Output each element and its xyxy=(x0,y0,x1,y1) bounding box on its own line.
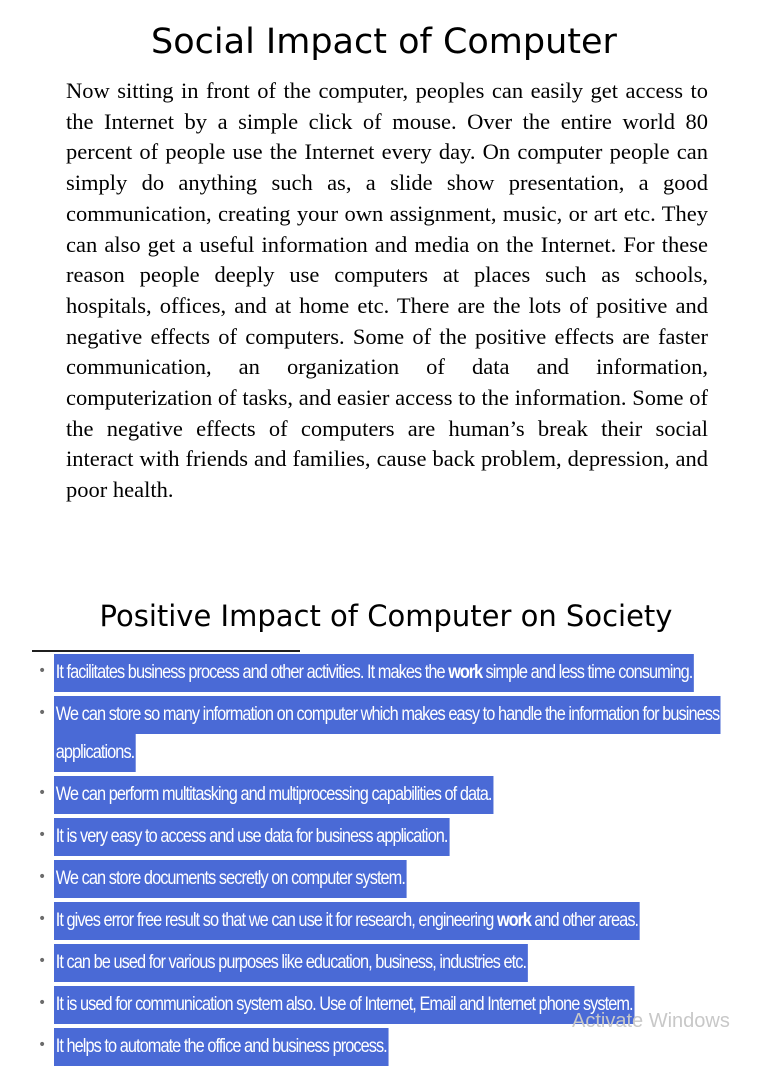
bullet-icon: • xyxy=(38,705,47,721)
bullet-icon: • xyxy=(38,1037,47,1053)
page-title: Social Impact of Computer xyxy=(151,22,617,62)
list-item[interactable] xyxy=(34,902,734,940)
list-item-text[interactable] xyxy=(54,696,721,772)
bullet-icon: • xyxy=(38,785,47,801)
bullet-icon: • xyxy=(38,869,47,885)
list-item-text-part: and other areas. xyxy=(530,910,639,931)
bullet-icon: • xyxy=(38,663,47,679)
list-item-text[interactable]: We can perform multitasking and multiprocessing capabilities of data. xyxy=(54,776,493,814)
list-item[interactable] xyxy=(34,860,734,898)
list-item[interactable] xyxy=(34,654,734,692)
list-item-text-part: It facilitates business process and other activities. It makes the xyxy=(55,662,449,683)
list-item-text-part: It gives error free result so that we can use it for research, engineering xyxy=(55,910,498,931)
list-item-text[interactable]: It is used for communication system also. Use of Internet, Email and Internet phone system. xyxy=(54,986,634,1024)
bullet-icon: • xyxy=(38,827,47,843)
list-item-text[interactable] xyxy=(54,654,694,692)
list-item[interactable] xyxy=(34,818,734,856)
list-item-text[interactable]: We can store documents secretly on computer system. xyxy=(54,860,407,898)
list-item[interactable] xyxy=(34,776,734,814)
list-item[interactable] xyxy=(34,944,734,982)
bullet-icon: • xyxy=(38,995,47,1011)
activate-windows-watermark: Activate Windows xyxy=(572,1010,730,1032)
highlighted-bullet-list[interactable] xyxy=(34,654,734,1070)
list-item-text-line: We can store so many information on computer which makes easy to handle the information for business xyxy=(54,696,721,734)
list-item-text[interactable]: It helps to automate the office and business process. xyxy=(54,1028,389,1066)
section-title: Positive Impact of Computer on Society xyxy=(99,599,673,633)
list-item-bold-word: work xyxy=(448,662,482,683)
list-item-bold-word: work xyxy=(497,910,531,931)
list-item-text[interactable]: It can be used for various purposes like education, business, industries etc. xyxy=(54,944,528,982)
list-item-text[interactable]: It is very easy to access and use data for business application. xyxy=(54,818,449,856)
horizontal-rule xyxy=(32,650,300,652)
list-item[interactable] xyxy=(34,696,734,772)
bullet-icon: • xyxy=(38,953,47,969)
list-item-text[interactable] xyxy=(54,902,640,940)
bullet-icon: • xyxy=(38,911,47,927)
list-item-text-part: simple and less time consuming. xyxy=(481,662,693,683)
list-item-text-line: applications. xyxy=(54,734,136,772)
body-paragraph: Now sitting in front of the computer, peoples can easily get access to the Internet by a simple click of mouse. Over the entire world 80 percent of people use the Internet every day. On computer people can simply do anything such as, a slide show presentation, a good communication, creating your own assignment, music, or art etc. They can also get a useful information and media on the Internet. For these reason people deeply use computers at places such as schools, hospitals, offices, and at home etc. There are the lots of positive and negative effects of computers. Some of the positive effects are faster communication, an organization of data and information, computerization of tasks, and easier access to the information. Some of the negative effects of computers are human’s break their social interact with friends and families, cause back problem, depression, and poor health. xyxy=(66,78,708,503)
list-item[interactable] xyxy=(34,1028,734,1066)
